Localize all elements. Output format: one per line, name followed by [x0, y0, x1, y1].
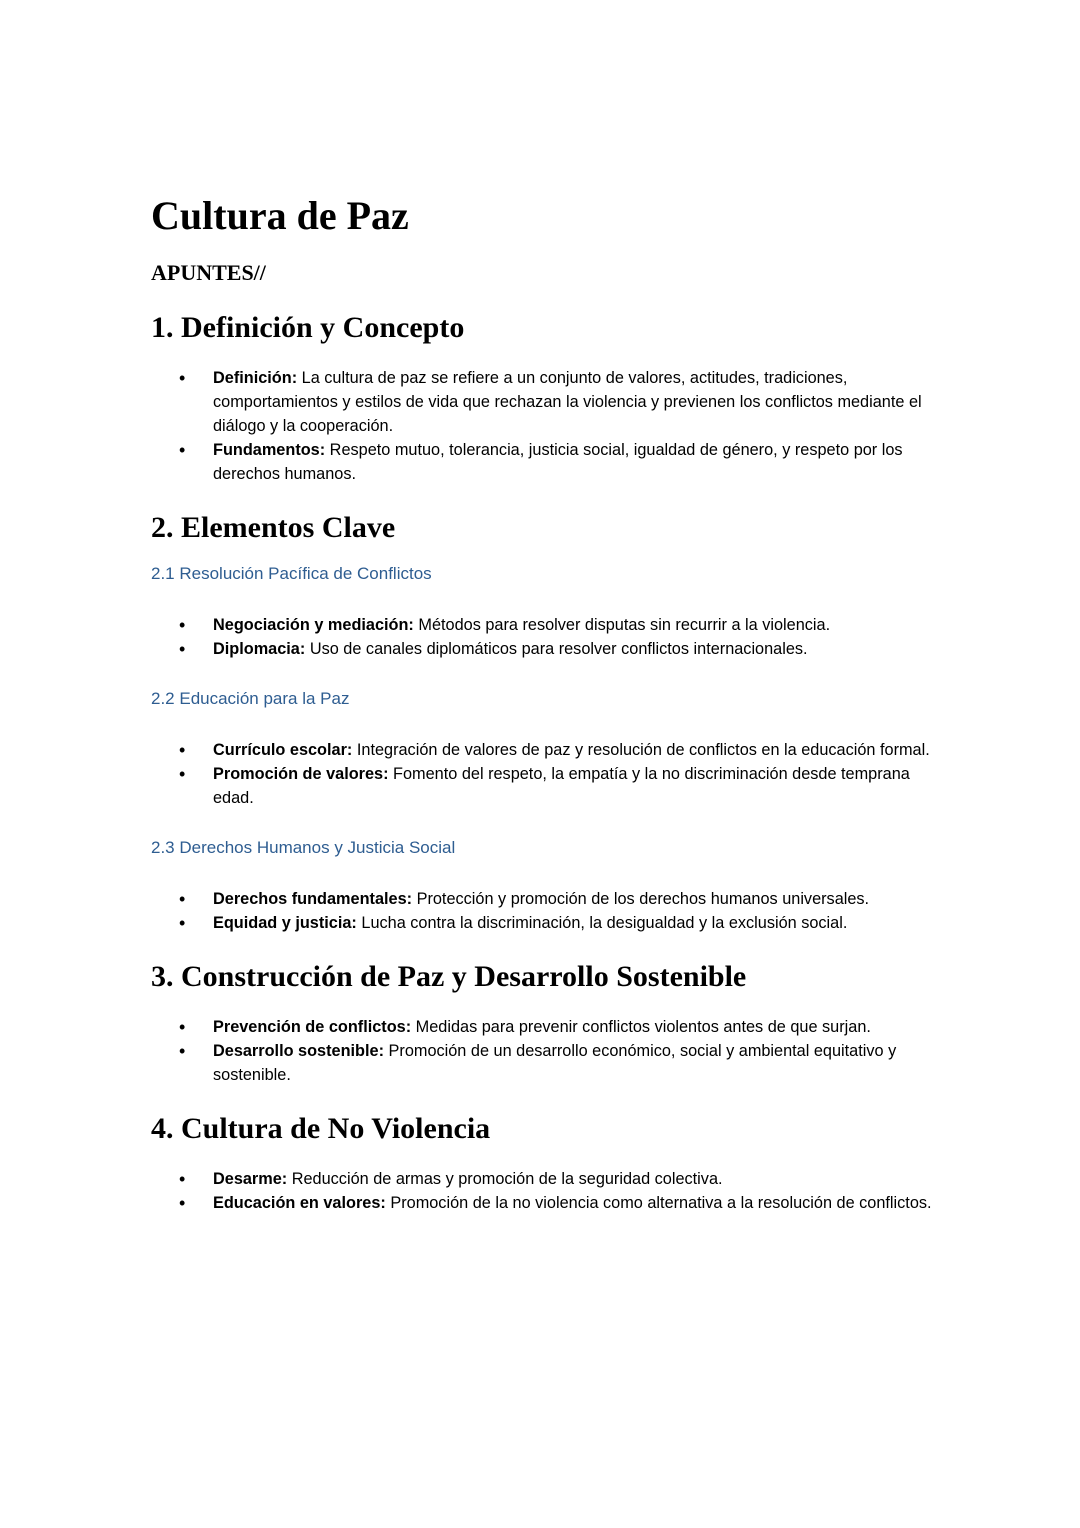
list-item	[151, 1015, 951, 1039]
section-heading: 1. Definición y Concepto	[151, 311, 465, 344]
item-term: Negociación y mediación:	[213, 616, 414, 634]
item-term: Equidad y justicia:	[213, 914, 357, 932]
item-text: Promoción de un desarrollo económico, social y ambiental equitativo y sostenible.	[213, 1042, 897, 1084]
list-item	[151, 1039, 951, 1087]
item-text: Promoción de la no violencia como alternativa a la resolución de conflictos.	[385, 1194, 932, 1212]
list-item	[151, 438, 951, 486]
item-term: Desarrollo sostenible:	[213, 1042, 385, 1060]
list-item	[151, 911, 951, 935]
item-term: Diplomacia:	[213, 640, 306, 658]
item-term: Definición:	[213, 369, 298, 387]
section-heading: 4. Cultura de No Violencia	[151, 1112, 491, 1145]
item-term: Desarme:	[213, 1170, 288, 1188]
item-text: Lucha contra la discriminación, la desigualdad y la exclusión social.	[356, 914, 848, 932]
list-item	[151, 762, 951, 810]
bullet-list	[151, 738, 951, 810]
item-term: Derechos fundamentales:	[213, 890, 413, 908]
list-item	[151, 613, 951, 637]
item-term: Currículo escolar:	[213, 741, 353, 759]
item-term: Promoción de valores:	[213, 765, 389, 783]
list-item	[151, 1167, 951, 1191]
item-term: Educación en valores:	[213, 1194, 386, 1212]
bullet-list	[151, 887, 951, 935]
item-text: Medidas para prevenir conflictos violentos antes de que surjan.	[411, 1018, 871, 1036]
subsection-heading: 2.3 Derechos Humanos y Justicia Social	[151, 838, 456, 857]
document-page	[151, 188, 951, 1215]
list-item	[151, 738, 951, 762]
item-text: Respeto mutuo, tolerancia, justicia social, igualdad de género, y respeto por los derechos humanos.	[213, 441, 903, 483]
item-text: La cultura de paz se refiere a un conjunto de valores, actitudes, tradiciones, comportamientos y estilos de vida que rechazan la violencia y previenen los conflictos mediante el diálogo y la cooperación.	[213, 369, 922, 435]
item-text: Protección y promoción de los derechos humanos universales.	[412, 890, 870, 908]
bullet-list	[151, 613, 951, 661]
subsection-heading: 2.1 Resolución Pacífica de Conflictos	[151, 564, 432, 583]
bullet-list	[151, 366, 951, 486]
section-heading: 3. Construcción de Paz y Desarrollo Sostenible	[151, 960, 747, 993]
list-item	[151, 1191, 951, 1215]
document-title: Cultura de Paz	[151, 193, 409, 238]
list-item	[151, 637, 951, 661]
list-item	[151, 366, 951, 438]
bullet-list	[151, 1167, 951, 1215]
item-term: Prevención de conflictos:	[213, 1018, 412, 1036]
subsection-heading: 2.2 Educación para la Paz	[151, 689, 350, 708]
item-text: Métodos para resolver disputas sin recurrir a la violencia.	[413, 616, 831, 634]
item-text: Integración de valores de paz y resolución de conflictos en la educación formal.	[352, 741, 930, 759]
section-heading: 2. Elementos Clave	[151, 511, 396, 544]
item-text: Uso de canales diplomáticos para resolver conflictos internacionales.	[305, 640, 808, 658]
bullet-list	[151, 1015, 951, 1087]
item-text: Reducción de armas y promoción de la seguridad colectiva.	[287, 1170, 723, 1188]
item-term: Fundamentos:	[213, 441, 326, 459]
document-subtitle: APUNTES//	[151, 260, 266, 285]
item-text: Fomento del respeto, la empatía y la no discriminación desde temprana edad.	[213, 765, 910, 807]
list-item	[151, 887, 951, 911]
